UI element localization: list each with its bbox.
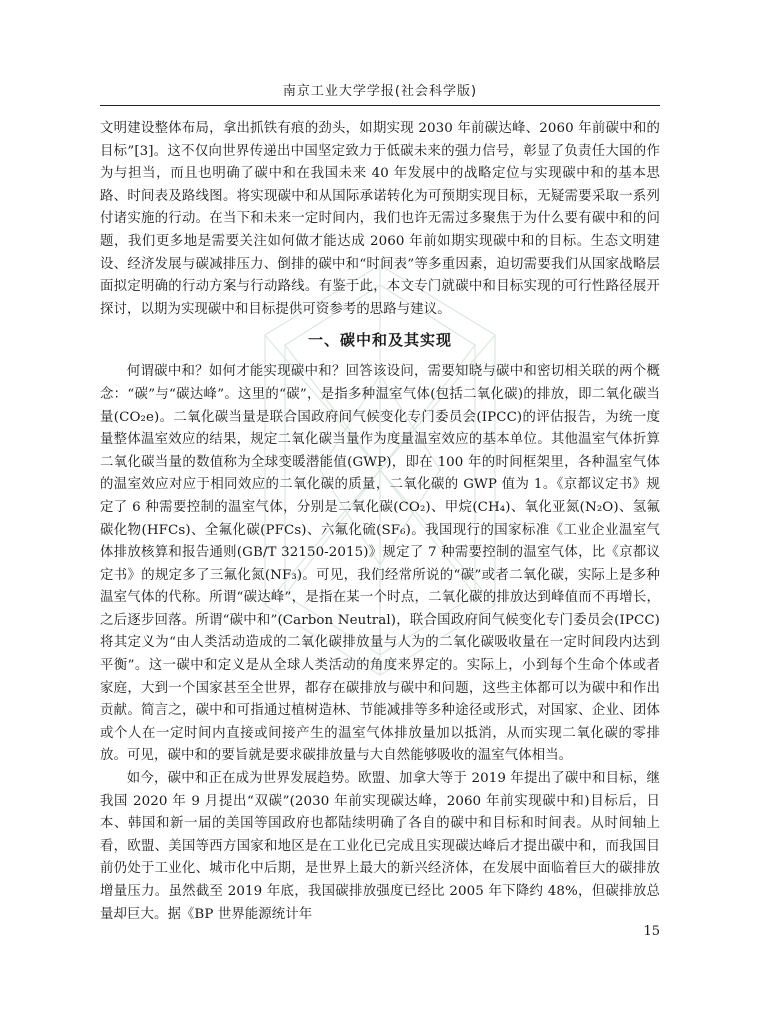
body-text bbox=[100, 118, 660, 926]
paragraph-1: 文明建设整体布局，拿出抓铁有痕的劲头，如期实现 2030 年前碳达峰、2060 年前碳中和的目标”[3]。这不仅向世界传递出中国坚定致力于低碳未来的强力信号，彰显了负责任大国的作为与担当，而且也明确了碳中和在我国未来 40 年发展中的战略定位与实现碳中和的基本思路、时间表及路线图。将实现碳中和从国际承诺转化为可预期实现目标，无疑需要采取一系列付诸实施的行动。在当下和未来一定时间内，我们也许无需过多聚焦于为什么要有碳中和的问题，我们更多地是需要关注如何做才能达成 2060 年前如期实现碳中和的目标。生态文明建设、经济发展与碳减排压力、倒排的碳中和“时间表”等多重因素，迫切需要我们从国家战略层面拟定明确的行动方案与行动路线。有鉴于此，本文专门就碳中和目标实现的可行性路径展开探讨，以期为实现碳中和目标提供可资参考的思路与建议。 bbox=[100, 121, 660, 317]
paragraph-2: 何谓碳中和？如何才能实现碳中和？回答该设问，需要知晓与碳中和密切相关联的两个概念：“碳”与“碳达峰”。这里的“碳”，是指多种温室气体(包括二氧化碳)的排放，即二氧化碳当量(CO₂e)。二氧化碳当量是联合国政府间气候变化专门委员会(IPCC)的评估报告，为统一度量整体温室效应的结果，规定二氧化碳当量作为度量温室效应的基本单位。其他温室气体折算二氧化碳当量的数值称为全球变暖潜能值(GWP)，即在 100 年的时间框架里，各种温室气体的温室效应对应于相同效应的二氧化碳的质量，二氧化碳的 GWP 值为 1。《京都议定书》规定了 6 种需要控制的温室气体，分别是二氧化碳(CO₂)、甲烷(CH₄)、氧化亚氮(N₂O)、氢氟碳化物(HFCs)、全氟化碳(PFCs)、六氟化硫(SF₆)。我国现行的国家标准《工业企业温室气体排放核算和报告通则(GB/T 32150-2015)》规定了 7 种需要控制的温室气体，比《京都议定书》的规定多了三氟化氮(NF₃)。可见，我们经常所说的“碳”或者二氧化碳，实际上是多种温室气体的代称。所谓“碳达峰”，是指在某一个时点，二氧化碳的排放达到峰值而不再增长，之后逐步回落。所谓“碳中和”(Carbon Neutral)，联合国政府间气候变化专门委员会(IPCC)将其定义为“由人类活动造成的二氧化碳排放量与人为的二氧化碳吸收量在一定时间段内达到平衡”。这一碳中和定义是从全球人类活动的角度来界定的。实际上，小到每个生命个体或者家庭，大到一个国家甚至全世界，都存在碳排放与碳中和问题，这些主体都可以为碳中和作出贡献。简言之，碳中和可指通过植树造林、节能减排等多种途径或形式，对国家、企业、团体或个人在一定时间内直接或间接产生的温室气体排放量加以抵消，从而实现二氧化碳的零排放。可见，碳中和的要旨就是要求碳排放量与大自然能够吸收的温室气体相当。 bbox=[100, 364, 660, 764]
header-rule bbox=[100, 105, 660, 106]
page-number: 15 bbox=[643, 924, 660, 939]
running-header: 南京工业大学学报(社会科学版) bbox=[282, 84, 478, 99]
paragraph-3: 如今，碳中和正在成为世界发展趋势。欧盟、加拿大等于 2019 年提出了碳中和目标，继我国 2020 年 9 月提出“双碳”(2030 年前实现碳达峰，2060 年前实现碳中和)目标后，日本、韩国和新一届的美国等国政府也都陆续明确了各自的碳中和目标和时间表。从时间轴上看，欧盟、美国等西方国家和地区是在工业化已完成且实现碳达峰后才提出碳中和，而我国目前仍处于工业化、城市化中后期，是世界上最大的新兴经济体，在发展中面临着巨大的碳排放增量压力。虽然截至 2019 年底，我国碳排放强度已经比 2005 年下降约 48%，但碳排放总量却巨大。据《BP 世界能源统计年 bbox=[100, 771, 660, 922]
section-title: 一、碳中和及其实现 bbox=[307, 331, 452, 350]
